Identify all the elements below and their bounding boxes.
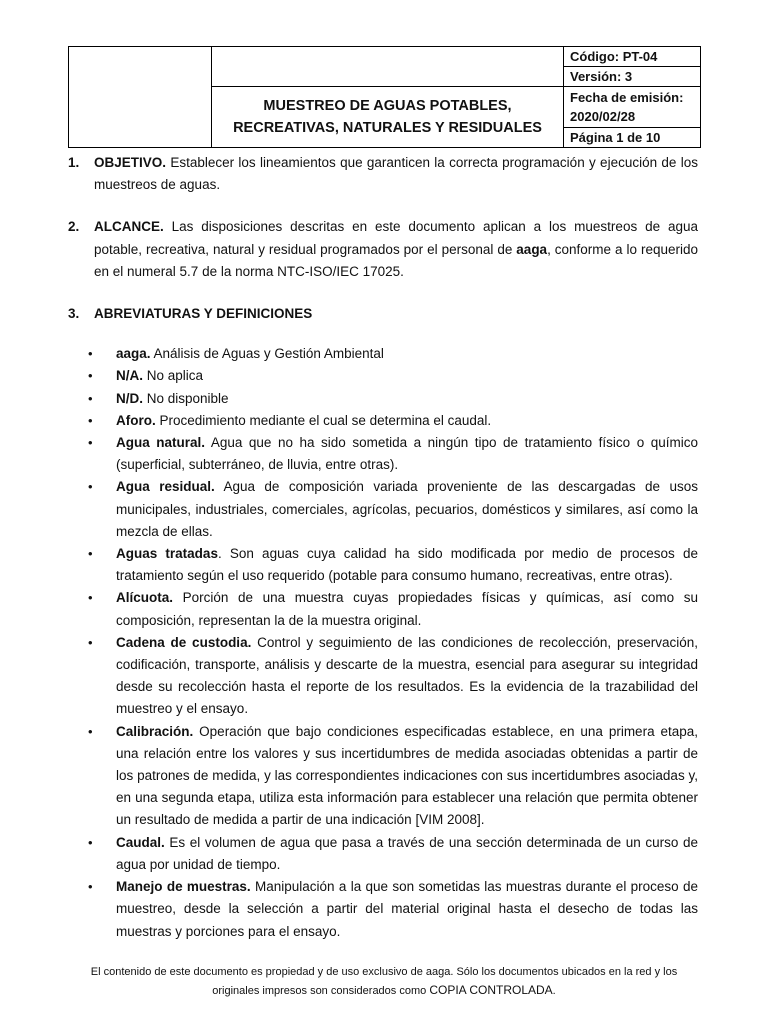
bullet-icon: • — [88, 346, 93, 362]
title-line-1: MUESTREO DE AGUAS POTABLES, — [263, 98, 512, 114]
definition-text: No aplica — [143, 368, 204, 384]
section-text: Establecer los lineamientos que garanticen la correcta programación y ejecución de los muestreos de aguas. — [94, 155, 698, 193]
bullet-icon: • — [88, 435, 93, 451]
definition-item — [68, 476, 698, 543]
definition-term: Alícuota. — [116, 590, 174, 606]
document-footer — [68, 963, 700, 1000]
section-number: 1. — [68, 155, 80, 170]
definition-term: Caudal. — [116, 834, 165, 850]
definition-term: Aguas tratadas — [116, 546, 218, 562]
definition-term: N/A. — [116, 368, 143, 384]
definition-text: Manipulación a la que son sometidas las muestras durante el proceso de muestreo, desde la selección a partir del material original hasta el desecho de todas las muestras y porciones para el ensayo. — [116, 879, 698, 939]
definition-item — [68, 543, 698, 587]
definition-item — [68, 388, 698, 410]
org-name: aaga — [516, 241, 548, 257]
section-objetivo — [68, 152, 698, 196]
definition-item — [68, 432, 698, 476]
definitions-list — [68, 343, 698, 942]
section-alcance — [68, 216, 698, 283]
version-cell: Versión: 3 — [564, 67, 701, 87]
definition-term: Calibración. — [116, 723, 194, 739]
definition-term: N/D. — [116, 390, 143, 406]
bullet-icon: • — [88, 879, 93, 895]
definition-item — [68, 876, 698, 943]
definition-text: Operación que bajo condiciones especificadas establece, en una primera etapa, una relación entre los valores y sus incertidumbres de medida asociadas obtenidas a partir de los patrones de medida, y las correspondientes indicaciones con sus incertidumbres asociadas y, en una segunda etapa, utiliza esta información para establecer una relación que permita obtener un resultado de medida a partir de una indicación [VIM 2008]. — [116, 723, 698, 828]
definition-text: Agua que no ha sido sometida a ningún tipo de tratamiento físico o químico (superficial, subterráneo, de lluvia, entre otras). — [116, 435, 698, 473]
section-label: ABREVIATURAS Y DEFINICIONES — [94, 306, 313, 322]
definition-text: Agua de composición variada proveniente de las descargadas de usos municipales, industriales, comerciales, agrícolas, pecuarios, domésticos y similares, así como la mezcla de ellas. — [116, 479, 699, 539]
bullet-icon: • — [88, 479, 93, 495]
bullet-icon: • — [88, 390, 93, 406]
footer-line-1: El contenido de este documento es propiedad y de uso exclusivo de aaga. Sólo los documentos ubicados en la red y los — [90, 966, 678, 978]
bullet-icon: • — [88, 634, 93, 650]
fecha-value: 2020/02/28 — [570, 109, 636, 124]
header-blank-cell — [212, 47, 564, 87]
definition-item — [68, 587, 698, 631]
definition-term: Cadena de custodia. — [116, 634, 252, 650]
logo-placeholder — [69, 47, 212, 148]
definition-term: aaga. — [116, 346, 151, 362]
definition-text: Análisis de Aguas y Gestión Ambiental — [150, 346, 384, 362]
document-body — [68, 152, 698, 943]
footer-end: . — [552, 985, 556, 997]
bullet-icon: • — [88, 368, 93, 384]
section-abreviaturas — [68, 303, 698, 325]
bullet-icon: • — [88, 723, 93, 739]
bullet-icon: • — [88, 412, 93, 428]
definition-term: Agua residual. — [116, 479, 215, 495]
title-line-2: RECREATIVAS, NATURALES Y RESIDUALES — [233, 120, 542, 136]
definition-term: Agua natural. — [116, 435, 206, 451]
bullet-icon: • — [88, 834, 93, 850]
definition-term: Aforo. — [116, 412, 156, 428]
definition-text: Control y seguimiento de las condiciones de recolección, preservación, codificación, transporte, análisis y descarte de la muestra, esencial para asegurar su integridad desde su recolección hasta el reporte de los resultados. Es la evidencia de la trazabilidad del muestreo y el ensayo. — [116, 634, 698, 717]
codigo-cell: Código: PT-04 — [564, 47, 701, 67]
definition-item — [68, 410, 698, 432]
definition-item — [68, 632, 698, 721]
definition-text: Porción de una muestra cuyas propiedades físicas y químicas, así como su composición, representan la de la muestra original. — [116, 590, 698, 628]
definition-text: Procedimiento mediante el cual se determina el caudal. — [155, 412, 492, 428]
definition-item — [68, 832, 698, 876]
definition-item — [68, 721, 698, 832]
definition-text: . Son aguas cuya calidad ha sido modificada por medio de procesos de tratamiento según el uso requerido (potable para consumo humano, recreativas, entre otras). — [116, 546, 698, 584]
document-header — [68, 46, 701, 148]
fecha-cell — [564, 87, 701, 128]
pagina-cell: Página 1 de 10 — [564, 128, 701, 148]
section-text: , conforme a lo requerido en el numeral 5.7 de la norma NTC-ISO/IEC 17025. — [94, 241, 698, 279]
definition-item — [68, 343, 698, 365]
footer-line-2: originales impresos son considerados como — [212, 985, 430, 997]
bullet-icon: • — [88, 590, 93, 606]
document-title — [212, 87, 564, 148]
definition-term: Manejo de muestras. — [116, 879, 251, 895]
bullet-icon: • — [88, 546, 93, 562]
section-label: ALCANCE. — [94, 219, 164, 235]
section-number: 3. — [68, 306, 80, 322]
section-text: Las disposiciones descritas en este documento aplican a los muestreos de agua potable, recreativa, natural y residual programados por el personal de — [94, 219, 698, 257]
definition-text: No disponible — [143, 390, 229, 406]
section-label: OBJETIVO. — [94, 155, 167, 170]
section-number: 2. — [68, 219, 80, 235]
fecha-label: Fecha de emisión: — [570, 90, 684, 105]
copia-controlada: COPIA CONTROLADA — [429, 983, 553, 997]
definition-item — [68, 365, 698, 387]
definition-text: Es el volumen de agua que pasa a través de una sección determinada de un curso de agua por unidad de tiempo. — [116, 834, 698, 872]
